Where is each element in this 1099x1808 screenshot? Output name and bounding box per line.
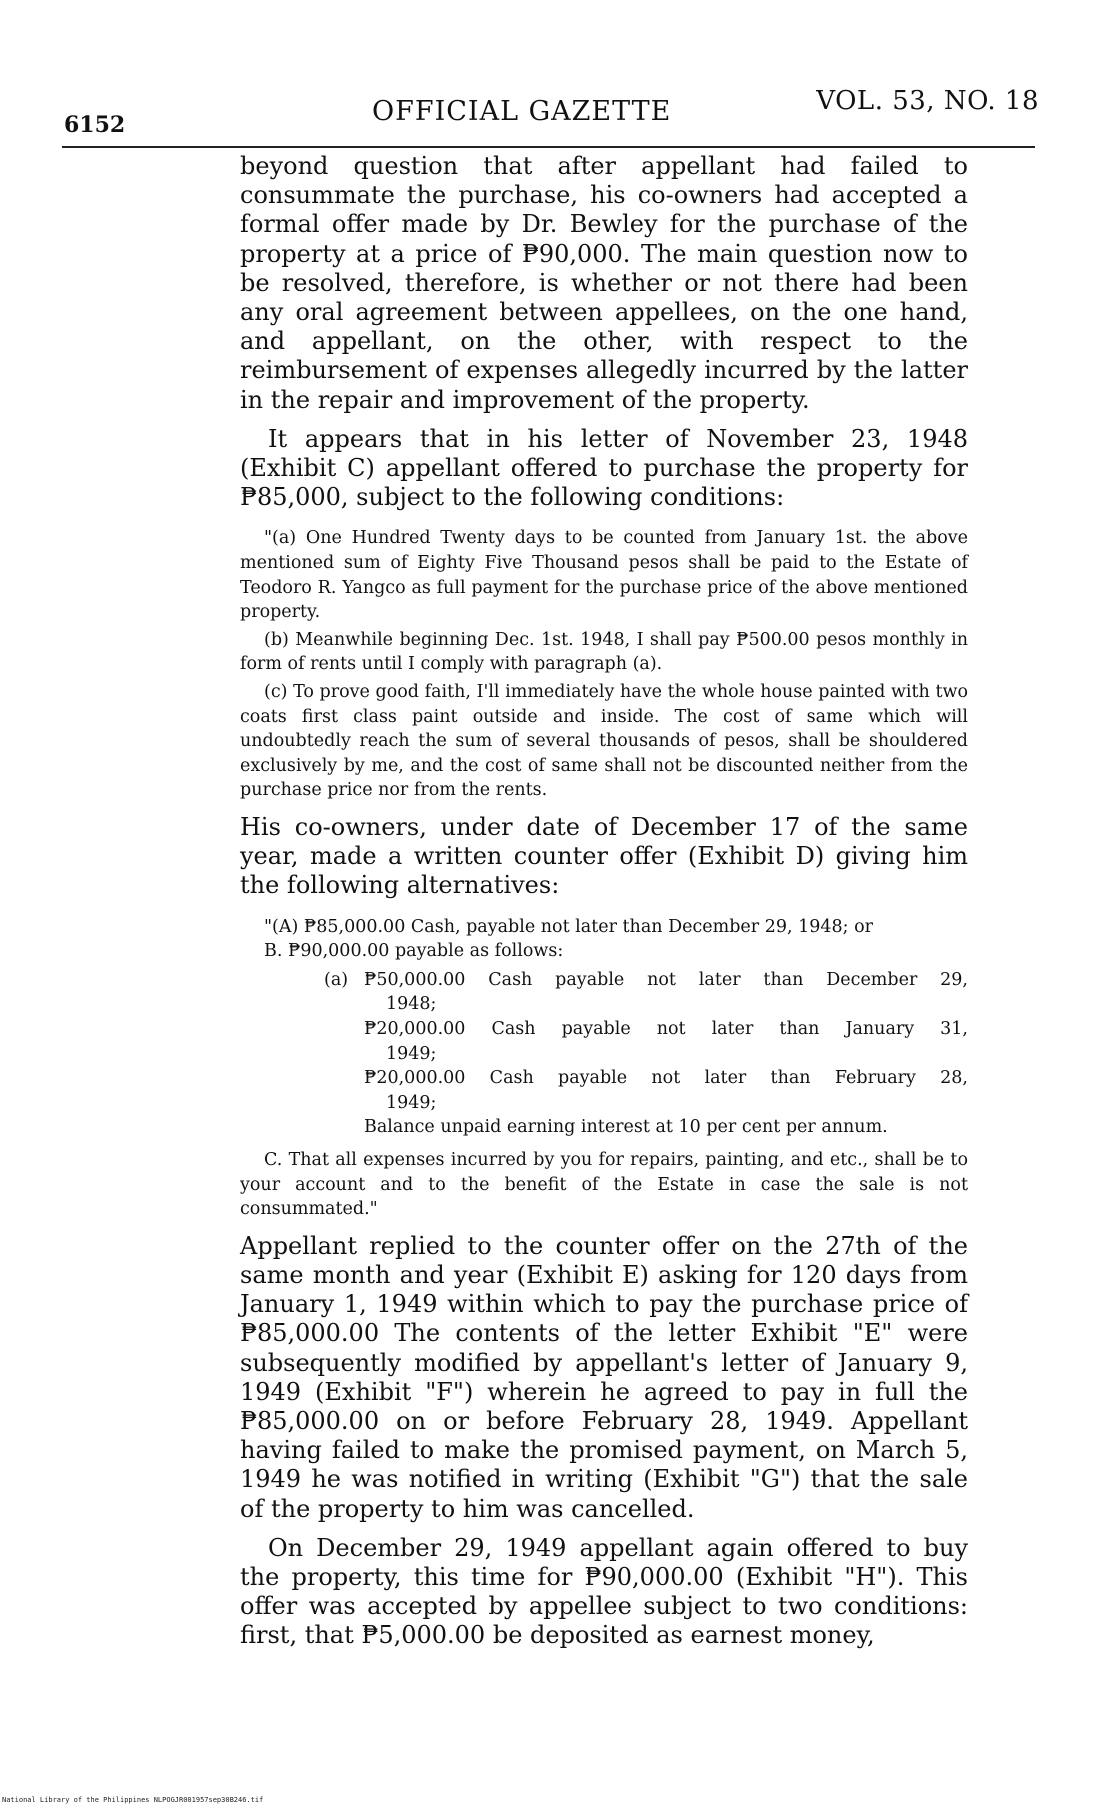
payment-1-year: 1948; — [386, 994, 437, 1015]
payment-3: ₱20,000.00 Cash payable not later than February 28, — [364, 1068, 968, 1089]
page-header — [62, 86, 1039, 138]
payment-2: ₱20,000.00 Cash payable not later than January 31, — [364, 1018, 968, 1039]
page-body — [240, 152, 968, 1661]
paragraph-4: Appellant replied to the counter offer on the 27th of the same month and year (Exhibit E) asking for 120 days from January 1, 1949 within which to pay the purchase price of ₱85,000.00 The contents of the letter Exhibit "E" were subsequently modified by appellant's letter of January 9, 1949 (Exhibit "F") wherein he agreed to pay in full the ₱85,000.00 on or before February 28, 1949. Appellant having failed to make the promised payment, on March 5, 1949 he was notified in writing (Exhibit "G") that the sale of the property to him was cancelled. — [240, 1231, 968, 1523]
payment-2-year: 1949; — [386, 1043, 437, 1064]
paragraph-5: On December 29, 1949 appellant again offered to buy the property, this time for ₱90,000.00 (Exhibit "H"). This offer was accepted by appellee subject to two conditions: first, that ₱5,000.00 be deposited as earnest money, — [240, 1533, 968, 1650]
paragraph-1: beyond question that after appellant had failed to consummate the purchase, his co-owners had accepted a formal offer made by Dr. Bewley for the purchase of the property at a price of ₱90,000. The main question now to be resolved, therefore, is whether or not there had been any oral agreement between appellees, on the one hand, and appellant, on the other, with respect to the reimbursement of expenses allegedly incurred by the latter in the repair and improvement of the property. — [240, 152, 968, 414]
conditions-quote — [240, 526, 968, 803]
condition-c: (c) To prove good faith, I'll immediately have the whole house painted with two coats first class paint outside and inside. The cost of same which will undoubtedly reach the sum of several thousands of pesos, shall be shouldered exclusively by me, and the cost of same shall not be discounted neither from the purchase price nor from the rents. — [240, 682, 968, 801]
page-number: 6152 — [64, 112, 126, 138]
payment-row-1 — [324, 968, 968, 993]
scan-source-footer: National Library of the Philippines NLPOGJR001957sep30B246.tif — [2, 1796, 264, 1804]
payment-3-year: 1949; — [386, 1092, 437, 1113]
alternative-b: B. ₱90,000.00 payable as follows: — [264, 941, 564, 962]
alternative-a: "(A) ₱85,000.00 Cash, payable not later than December 29, 1948; or — [264, 916, 873, 937]
counter-offer-quote — [240, 915, 968, 1222]
payment-row-3 — [324, 1066, 968, 1091]
payment-schedule — [240, 968, 968, 1140]
alternative-c: C. That all expenses incurred by you for repairs, painting, and etc., shall be to your account and to the benefit of the Estate in case the sale is not consummated." — [240, 1149, 968, 1220]
payment-1: ₱50,000.00 Cash payable not later than December 29, — [364, 969, 968, 990]
volume-number: VOL. 53, NO. 18 — [816, 86, 1039, 116]
payment-row-2 — [324, 1017, 968, 1042]
balance-line: Balance unpaid earning interest at 10 per cent per annum. — [364, 1117, 888, 1138]
condition-b: (b) Meanwhile beginning Dec. 1st. 1948, I shall pay ₱500.00 pesos monthly in form of rents until I comply with paragraph (a). — [240, 629, 968, 675]
header-rule — [62, 146, 1035, 148]
paragraph-3: His co-owners, under date of December 17 of the same year, made a written counter offer (Exhibit D) giving him the following alternatives: — [240, 812, 968, 900]
payment-label: (a) — [324, 969, 349, 990]
publication-title: OFFICIAL GAZETTE — [372, 96, 672, 127]
paragraph-2: It appears that in his letter of November 23, 1948 (Exhibit C) appellant offered to purchase the property for ₱85,000, subject to the following conditions: — [240, 424, 968, 512]
condition-a: "(a) One Hundred Twenty days to be counted from January 1st. the above mentioned sum of Eighty Five Thousand pesos shall be paid to the Estate of Teodoro R. Yangco as full payment for the purchase price of the above mentioned property. — [240, 528, 968, 623]
